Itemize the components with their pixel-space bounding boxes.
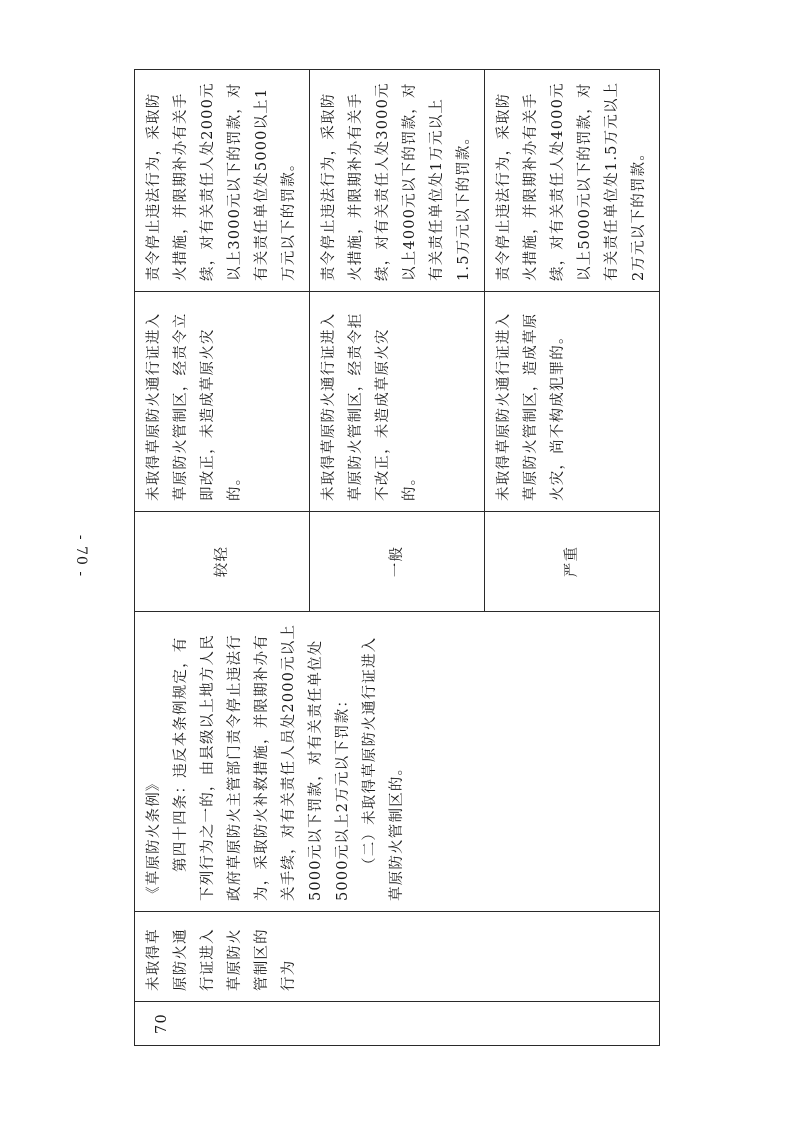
cell-circ-general: 未取得草原防火通行证进入草原防火管制区，经责令拒不改正，未造成草原火灾的。: [310, 292, 485, 512]
cell-circ-severe: 未取得草原防火通行证进入草原防火管制区，造成草原火灾，尚不构成犯罪的。: [485, 292, 660, 512]
table: [134, 69, 660, 1046]
cell-row-number: 70: [135, 1002, 660, 1046]
cell-penalty-severe: 责令停止违法行为，采取防火措施，并限期补办有关手续，对有关责任人处4000元以上5000元以下的罚款，对有关责任单位处1.5万元以上2万元以下的罚款。: [485, 70, 660, 292]
basis-article-text: 第四十四条：违反本条例规定，有下列行为之一的，由县级以上地方人民政府草原防火主管部门责令停止违法行为，采取防火补救措施，并限期补办有关手续，对有关责任人员处2000元以上5000元以下罚款，对有关责任单位处5000元以上2万元以下罚款：: [173, 623, 351, 901]
rotated-penalty-table: [134, 70, 658, 1046]
basis-item-text: （二）未取得草原防火通行证进入草原防火管制区的。: [362, 636, 405, 901]
page-number-label: - 70 -: [73, 534, 90, 578]
cell-level-general: 一般: [310, 512, 485, 612]
cell-basis: [135, 612, 660, 912]
cell-violation: 未取得草原防火通行证进入草原防火管制区的行为: [135, 912, 660, 1002]
cell-level-severe: 严重: [485, 512, 660, 612]
cell-penalty-light: 责令停止违法行为，采取防火措施，并限期补办有关手续，对有关责任人处2000元以上3000元以下的罚款，对有关责任单位处5000以上1万元以下的罚款。: [135, 70, 310, 292]
cell-level-light: 较轻: [135, 512, 310, 612]
cell-circ-light: 未取得草原防火通行证进入草原防火管制区，经责令立即改正，未造成草原火灾的。: [135, 292, 310, 512]
basis-source-text: 《草原防火条例》: [146, 775, 162, 901]
cell-penalty-general: 责令停止违法行为，采取防火措施，并限期补办有关手续，对有关责任人处3000元以上4000元以下的罚款，对有关责任单位处1万元以上1.5万元以下的罚款。: [310, 70, 485, 292]
